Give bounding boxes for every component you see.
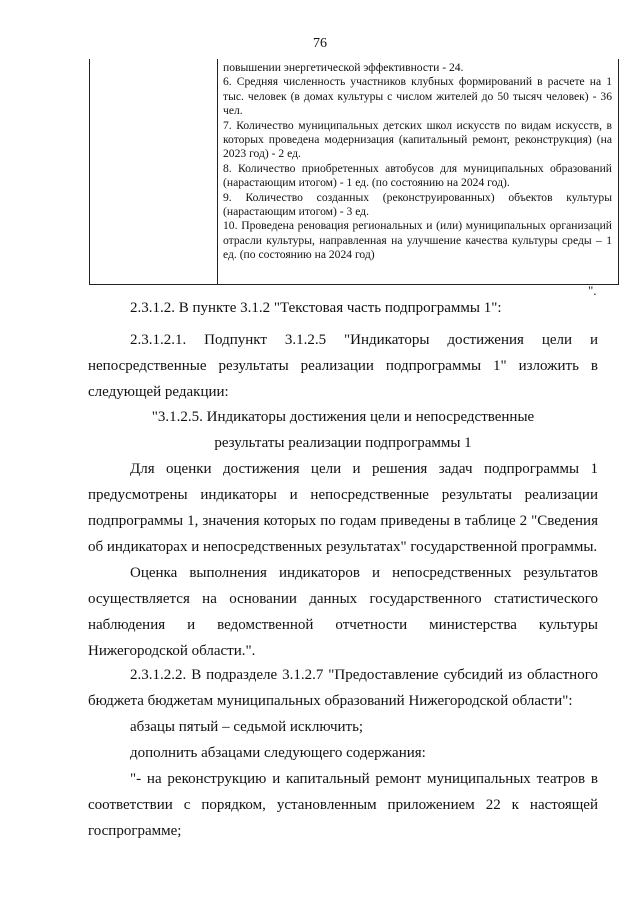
table-column-divider xyxy=(217,59,218,284)
table-item: 8. Количество приобретенных автобусов для муниципальных образований (нарастающим итогом) - 1 ед. (по состоянию на 2024 год). xyxy=(223,161,612,190)
body-paragraph xyxy=(88,327,598,405)
indicator-table xyxy=(89,59,619,285)
paragraph-evaluation: Оценка выполнения индикаторов и непосредственных результатов осуществляется на основании данных государственного статистического наблюдения и ведомственной отчетности министерства культуры Нижегородской области.". xyxy=(88,565,598,659)
table-item: повышении энергетической эффективности - 24. xyxy=(223,61,464,74)
section-heading xyxy=(88,404,598,456)
section-heading-line-2: результаты реализации подпрограммы 1 xyxy=(214,435,472,451)
section-heading-line-1: "3.1.2.5. Индикаторы достижения цели и непосредственные xyxy=(151,409,535,425)
closing-quote-mark: ". xyxy=(588,283,597,298)
body-paragraph xyxy=(88,714,598,740)
body-paragraph xyxy=(88,560,598,664)
table-item: 7. Количество муниципальных детских школ искусств по видам искусств, в которых проведена модернизация (капитальный ремонт, реконструкция) (на 2023 год) - 2 ед. xyxy=(223,118,612,161)
paragraph-indicators-description: Для оценки достижения цели и решения задач подпрограммы 1 предусмотрены индикаторы и непосредственные результаты реализации подпрограммы 1, значения которых по годам приведены в таблице 2 "Сведения об индикаторах и непосредственных результатах" государственной программы. xyxy=(88,461,598,555)
body-paragraph xyxy=(88,662,598,714)
body-paragraph xyxy=(88,295,598,321)
table-item: 9. Количество созданных (реконструированных) объектов культуры (нарастающим итогом) - 3 ед. xyxy=(223,190,612,219)
table-item: 10. Проведена реновация региональных и (или) муниципальных организаций отрасли культуры, направленная на улучшение качества культуры среды – 1 ед. (по состоянию на 2024 год) xyxy=(223,219,612,262)
paragraph-2-3-1-2-1: 2.3.1.2.1. Подпункт 3.1.2.5 "Индикаторы достижения цели и непосредственные результаты реализации подпрограммы 1" изложить в следующей редакции: xyxy=(88,332,598,400)
body-paragraph xyxy=(88,766,598,844)
body-paragraph xyxy=(88,456,598,560)
paragraph-add: дополнить абзацами следующего содержания: xyxy=(130,745,426,761)
paragraph-2-3-1-2-2: 2.3.1.2.2. В подразделе 3.1.2.7 "Предоставление субсидий из областного бюджета бюджетам муниципальных образований Нижегородской области": xyxy=(88,667,598,709)
page-number: 76 xyxy=(313,36,327,51)
paragraph-2-3-1-2: 2.3.1.2. В пункте 3.1.2 "Текстовая часть подпрограммы 1": xyxy=(130,300,502,316)
body-paragraph xyxy=(88,740,598,766)
paragraph-exclude: абзацы пятый – седьмой исключить; xyxy=(130,719,364,735)
paragraph-theaters: "- на реконструкцию и капитальный ремонт муниципальных театров в соответствии с порядком, установленным приложением 22 к настоящей госпрограмме; xyxy=(88,771,598,839)
table-indicator-cell xyxy=(223,61,612,263)
table-item: 6. Средняя численность участников клубных формирований в расчете на 1 тыс. человек (в домах культуры с числом жителей до 50 тысяч человек) - 36 чел. xyxy=(223,75,612,118)
